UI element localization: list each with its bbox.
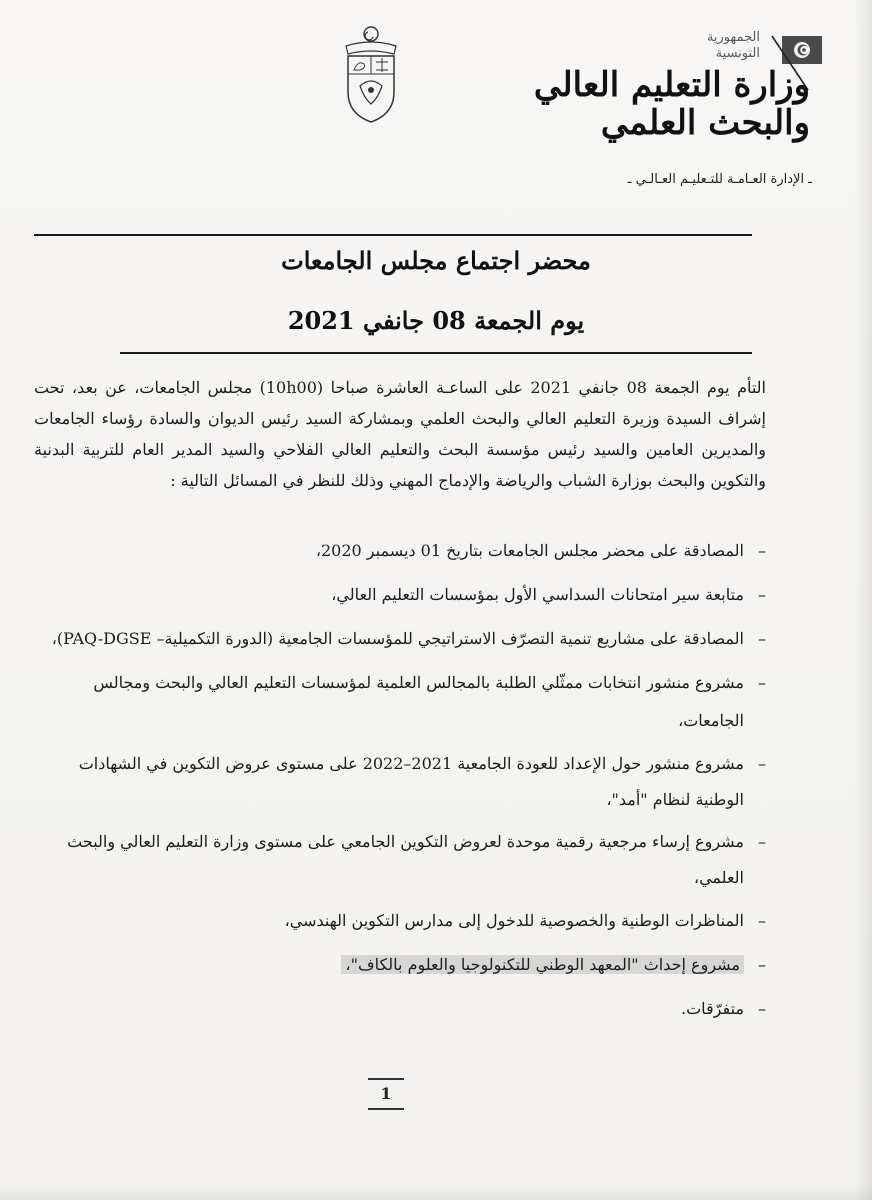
republic-label xyxy=(670,30,760,62)
scan-edge-shade xyxy=(854,0,872,1200)
list-item xyxy=(34,664,766,740)
list-dash: – xyxy=(758,999,766,1018)
list-item xyxy=(34,532,766,570)
list-dash: – xyxy=(758,673,766,692)
agenda-list xyxy=(34,532,766,1028)
list-item xyxy=(34,576,766,614)
document-date-title: يوم الجمعة 08 جانفي 2021 xyxy=(287,306,585,335)
page-number-top-rule xyxy=(368,1078,404,1080)
scan-bottom-shade xyxy=(0,1186,872,1200)
list-item xyxy=(34,990,766,1028)
agenda-item-text: مشروع إرساء مرجعية رقمية موحدة لعروض التكوين الجامعي على مستوى وزارة التعليم العالي والبحث العلمي، xyxy=(67,832,744,887)
list-dash: – xyxy=(758,754,766,773)
republic-label-line1: الجمهورية xyxy=(706,30,760,45)
list-item xyxy=(34,824,766,896)
intro-paragraph: التأم يوم الجمعة 08 جانفي 2021 على الساعـة العاشرة صباحا (10h00) مجلس الجامعات، عن بعد، تحت إشراف السيدة وزيرة التعليم العالي والبحث العلمي وبمشاركة السيد رئيس الديوان والسادة رؤساء الجامعات والمديرين العامين والسيد رئيس مؤسسة البحث والتعليم العالي الفلاحي والسيد المدير العام للتربية البدنية والتكوين والبحث بوزارة الشباب والرياضة والإدماج المهني وذلك للنظر في المسائل التالية : xyxy=(34,378,767,490)
list-item xyxy=(34,746,766,818)
list-dash: – xyxy=(758,629,766,648)
republic-label-line2: التونسية xyxy=(715,46,760,61)
list-item xyxy=(34,946,766,984)
list-dash: – xyxy=(758,911,766,930)
page-number-bottom-rule xyxy=(368,1108,404,1110)
list-dash: – xyxy=(758,955,766,974)
agenda-item-text: متفرّقات. xyxy=(681,999,744,1018)
list-dash: – xyxy=(758,541,766,560)
directorate-label: ـ الإدارة العـامـة للتـعليـم العـالـي ـ xyxy=(627,172,812,187)
ministry-name: وزارة التعليم العالي والبحث العلمي xyxy=(533,65,810,143)
agenda-item-text: متابعة سير امتحانات السداسي الأول بمؤسسات التعليم العالي، xyxy=(331,585,744,604)
title-bottom-rule xyxy=(120,352,752,354)
agenda-item-text: المناظرات الوطنية والخصوصية للدخول إلى مدارس التكوين الهندسي، xyxy=(284,911,744,930)
list-dash: – xyxy=(758,585,766,604)
list-item xyxy=(34,902,766,940)
title-top-rule xyxy=(34,234,752,236)
agenda-item-text: المصادقة على مشاريع تنمية التصرّف الاستراتيجي للمؤسسات الجامعية (الدورة التكميلية– PAQ-DGSE)، xyxy=(51,629,744,648)
agenda-item-text-highlighted: مشروع إحداث "المعهد الوطني للتكنولوجيا والعلوم بالكاف"، xyxy=(341,955,744,974)
page-number: 1 xyxy=(380,1084,392,1103)
list-item xyxy=(34,620,766,658)
agenda-item-text: مشروع منشور حول الإعداد للعودة الجامعية 2021–2022 على مستوى عروض التكوين في الشهادات الوطنية لنظام "أمد"، xyxy=(78,754,744,809)
agenda-item-text: مشروع منشور انتخابات ممثّلي الطلبة بالمجالس العلمية لمؤسسات التعليم العالي والبحث ومجالس الجامعات، xyxy=(93,673,744,730)
tunisia-coat-of-arms-icon xyxy=(340,22,402,130)
document-title: محضر اجتماع مجلس الجامعات xyxy=(281,246,591,275)
agenda-item-text: المصادقة على محضر مجلس الجامعات بتاريخ 01 ديسمبر 2020، xyxy=(315,541,744,560)
list-dash: – xyxy=(758,832,766,851)
